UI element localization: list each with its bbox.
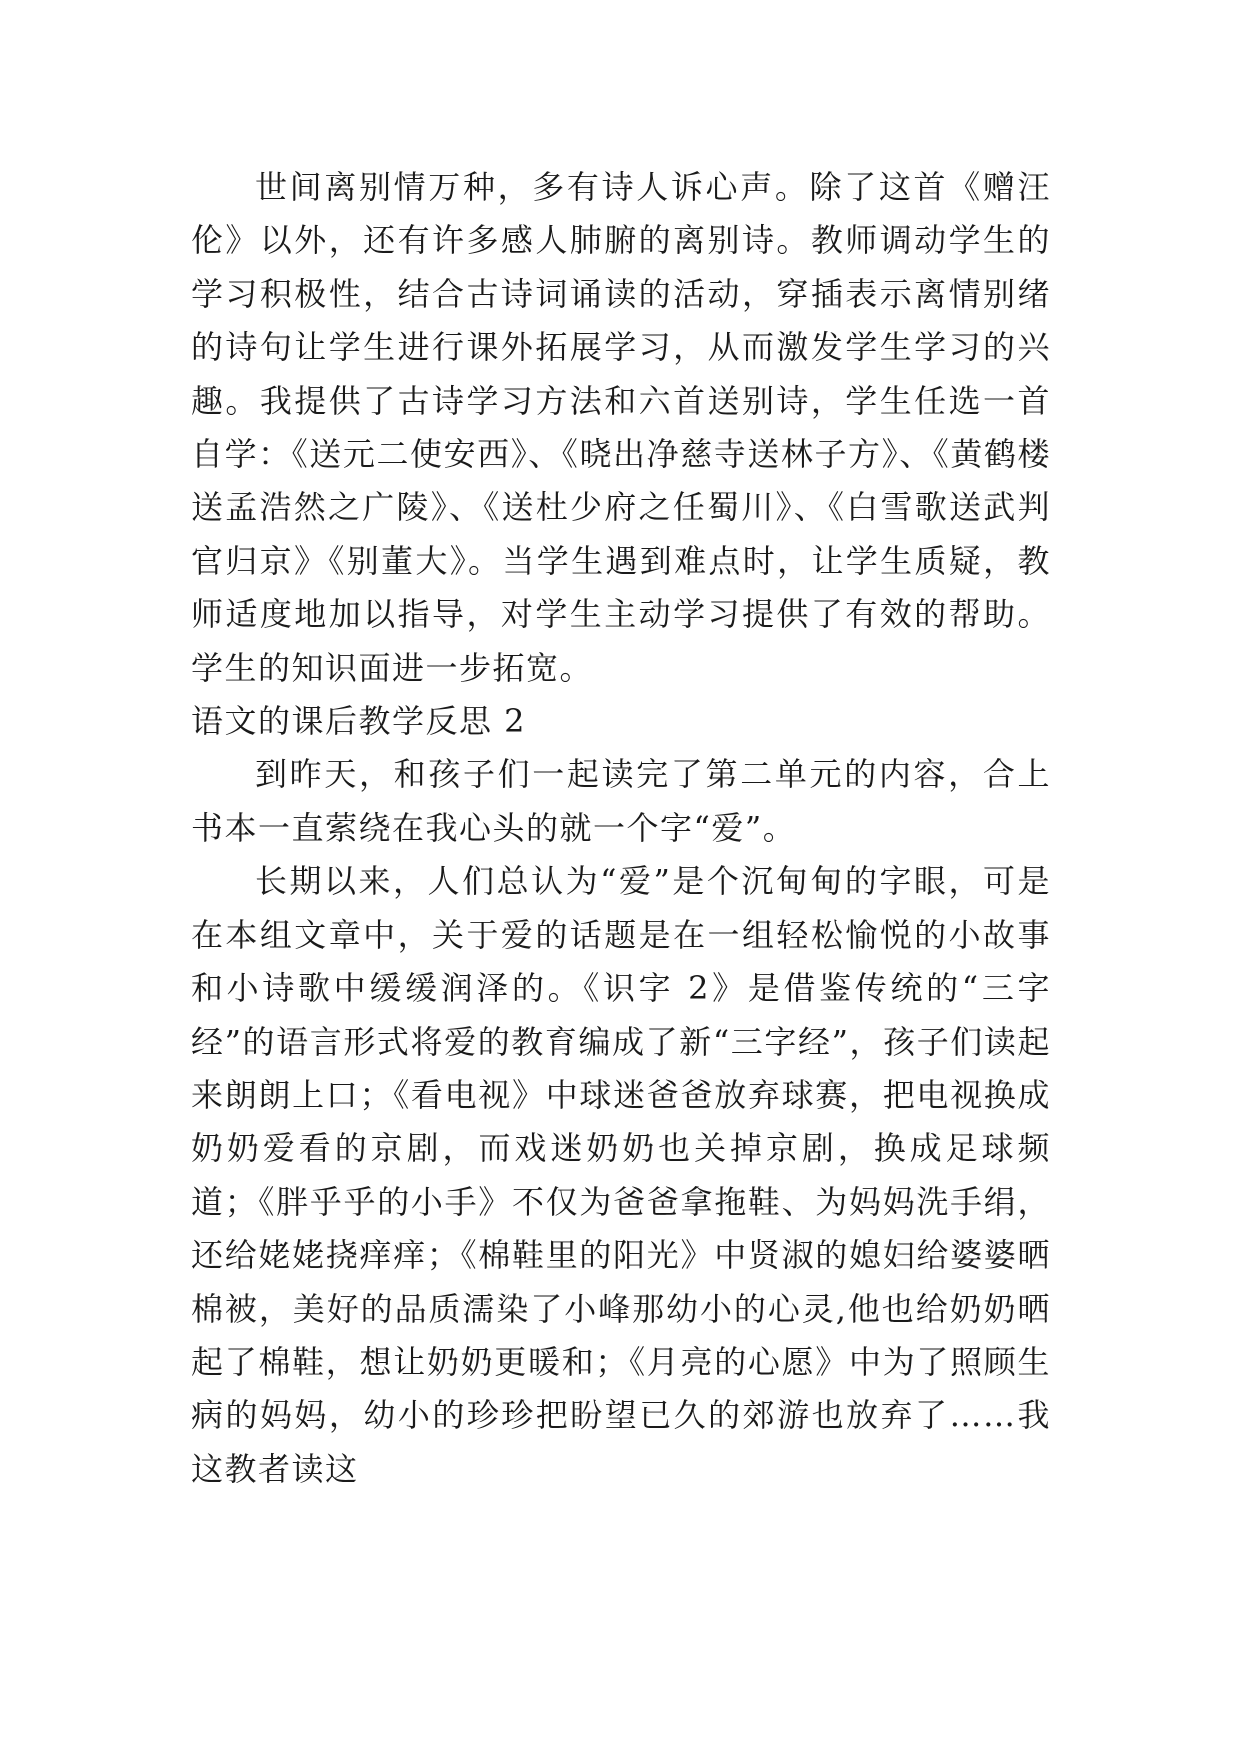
paragraph-love-theme: 长期以来，人们总认为“爱”是个沉甸甸的字眼，可是在本组文章中，关于爱的话题是在一组轻松愉悦的小故事和小诗歌中缓缓润泽的。《识字 2》是借鉴传统的“三字经”的语言形式将爱的教育编成了新“三字经”，孩子们读起来朗朗上口；《看电视》中球迷爸爸放弃球赛，把电视换成奶奶爱看的京剧，而戏迷奶奶也关掉京剧，换成足球频道；《胖乎乎的小手》不仅为爸爸拿拖鞋、为妈妈洗手绢，还给姥姥挠痒痒；《棉鞋里的阳光》中贤淑的媳妇给婆婆晒棉被，美好的品质濡染了小峰那幼小的心灵,他也给奶奶晒起了棉鞋，想让奶奶更暖和；《月亮的心愿》中为了照顾生病的妈妈，幼小的珍珍把盼望已久的郊游也放弃了……我这教者读这	[191, 862, 1051, 1488]
document-body	[191, 161, 1051, 1496]
paragraph-farewell-poems: 世间离别情万种，多有诗人诉心声。除了这首《赠汪伦》以外，还有许多感人肺腑的离别诗。教师调动学生的学习积极性，结合古诗词诵读的活动，穿插表示离情别绪的诗句让学生进行课外拓展学习，从而激发学生学习的兴趣。我提供了古诗学习方法和六首送别诗，学生任选一首自学：《送元二使安西》、《晓出净慈寺送林子方》、《黄鹤楼送孟浩然之广陵》、《送杜少府之任蜀川》、《白雪歌送武判官归京》《别董大》。当学生遇到难点时，让学生质疑，教师适度地加以指导，对学生主动学习提供了有效的帮助。学生的知识面进一步拓宽。	[191, 168, 1051, 687]
section-title: 语文的课后教学反思 2	[191, 702, 527, 741]
paragraph-unit-two: 到昨天，和孩子们一起读完了第二单元的内容，合上书本一直萦绕在我心头的就一个字“爱”。	[191, 755, 1051, 847]
